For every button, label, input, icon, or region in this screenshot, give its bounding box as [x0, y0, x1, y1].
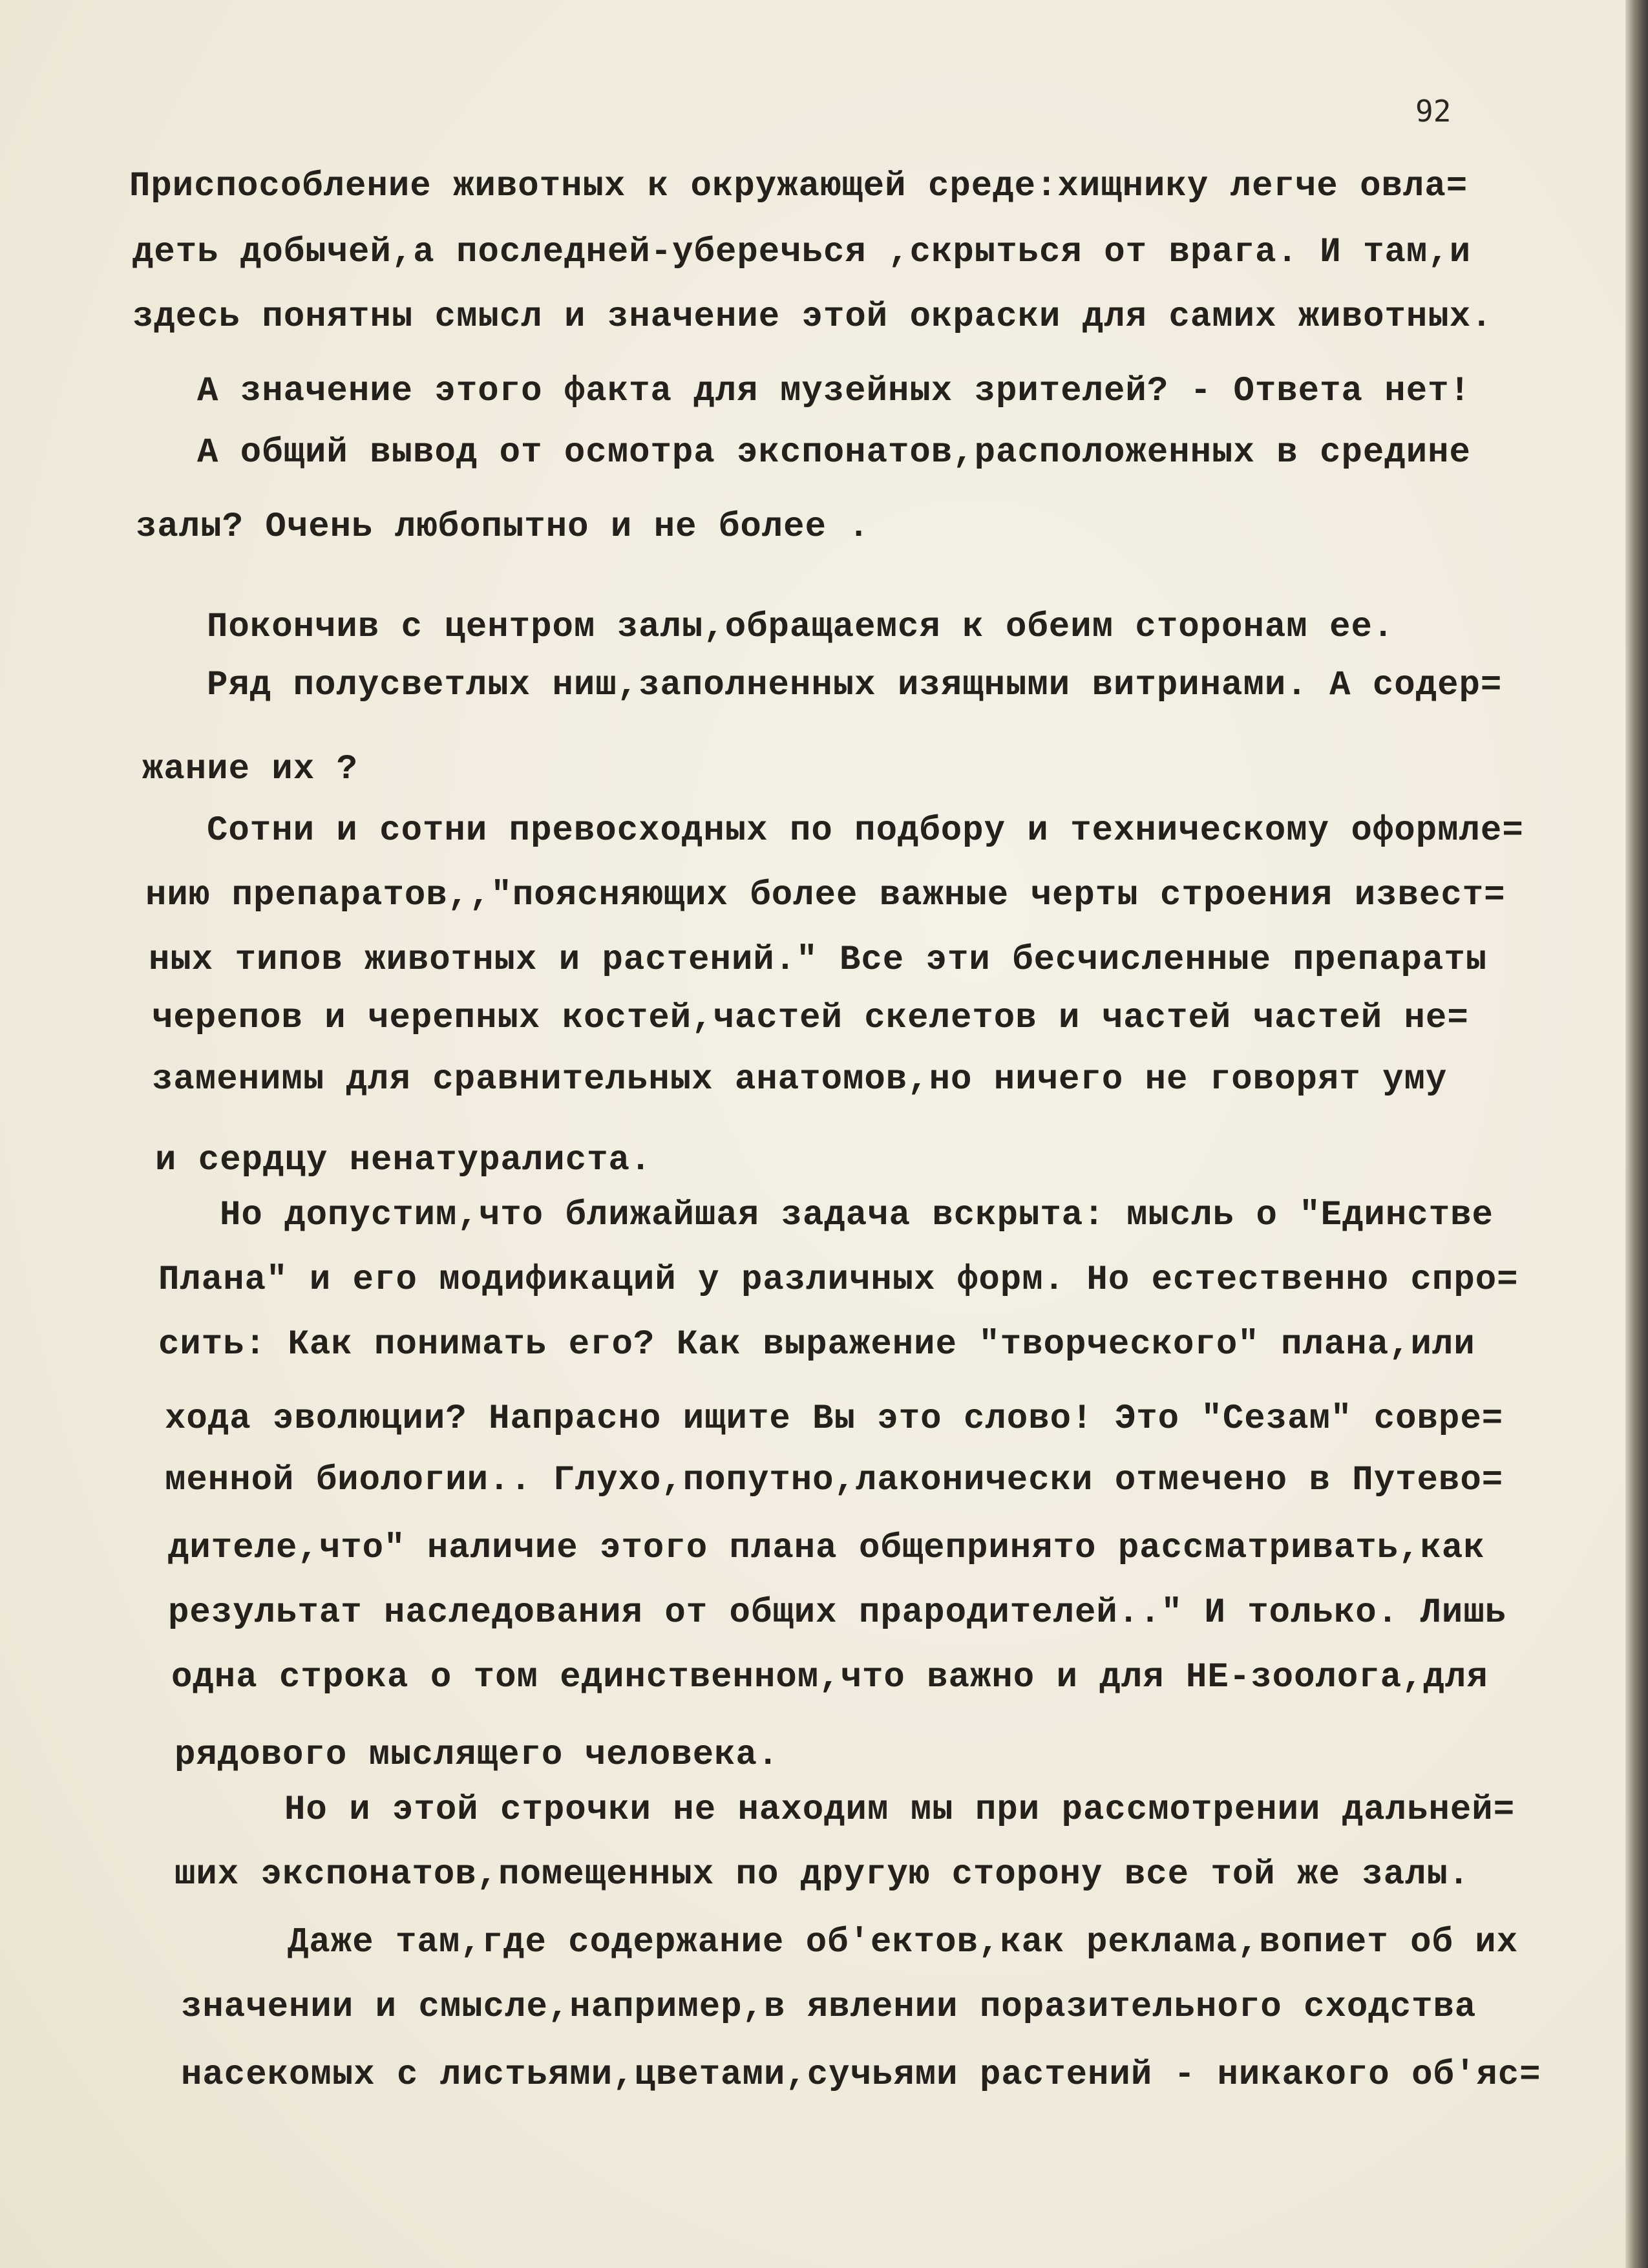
- text-line: нию препаратов,,"поясняющих более важные черты строения извест=: [145, 876, 1506, 915]
- text-line: Покончив с центром залы,обращаемся к обеим сторонам ее.: [207, 608, 1395, 647]
- text-line: ных типов животных и растений." Все эти бесчисленные препараты: [149, 940, 1488, 980]
- text-line: Ряд полусветлых ниш,заполненных изящными витринами. А содер=: [207, 666, 1503, 705]
- text-line: дителе,что" наличие этого плана общепринято рассматривать,как: [168, 1529, 1485, 1568]
- text-line: сить: Как понимать его? Как выражение "творческого" плана,или: [158, 1325, 1475, 1364]
- text-line: хода эволюции? Напрасно ищите Вы это слово! Это "Сезам" совре=: [165, 1399, 1504, 1439]
- text-line: А значение этого факта для музейных зрителей? - Ответа нет!: [197, 372, 1471, 411]
- text-line: Но и этой строчки не находим мы при рассмотрении дальней=: [284, 1790, 1516, 1830]
- text-line: Но допустим,что ближайшая задача вскрыта: мысль о "Единстве: [220, 1196, 1494, 1235]
- text-line: рядового мыслящего человека.: [174, 1735, 779, 1775]
- text-line: одна строка о том единственном,что важно и для НЕ-зоолога,для: [171, 1658, 1488, 1697]
- text-line: и сердцу ненатуралиста.: [155, 1141, 652, 1180]
- text-line: Даже там,где содержание об'ектов,как реклама,вопиет об их: [288, 1923, 1519, 1962]
- text-line: залы? Очень любопытно и не более .: [136, 507, 870, 547]
- text-line: жание их ?: [142, 750, 359, 789]
- text-line: ших экспонатов,помещенных по другую сторону все той же залы.: [174, 1855, 1470, 1894]
- text-line: А общий вывод от осмотра экспонатов,расположенных в средине: [197, 433, 1471, 472]
- text-line: результат наследования от общих прародителей.." И только. Лишь: [168, 1593, 1507, 1633]
- text-line: деть добычей,а последней-уберечься ,скрыться от врага. И там,и: [132, 233, 1472, 272]
- text-line: черепов и черепных костей,частей скелетов и частей частей не=: [152, 999, 1469, 1038]
- text-line: насекомых с листьями,цветами,сучьями растений - никакого об'яс=: [181, 2055, 1541, 2095]
- text-line: заменимы для сравнительных анатомов,но ничего не говорят уму: [152, 1060, 1448, 1099]
- text-line: Сотни и сотни превосходных по подбору и техническому оформле=: [207, 811, 1524, 851]
- text-line: значении и смысле,например,в явлении поразительного сходства: [181, 1987, 1477, 2027]
- page-number: 92: [1415, 94, 1452, 129]
- text-line: здесь понятны смысл и значение этой окраски для самих животных.: [132, 297, 1493, 337]
- text-line: Приспособление животных к окружающей среде:хищнику легче овла=: [129, 167, 1468, 206]
- page-edge: [1625, 0, 1648, 2268]
- text-line: менной биологии.. Глухо,попутно,лаконически отмечено в Путево=: [165, 1461, 1504, 1500]
- text-line: Плана" и его модификаций у различных форм. Но естественно спро=: [158, 1260, 1519, 1300]
